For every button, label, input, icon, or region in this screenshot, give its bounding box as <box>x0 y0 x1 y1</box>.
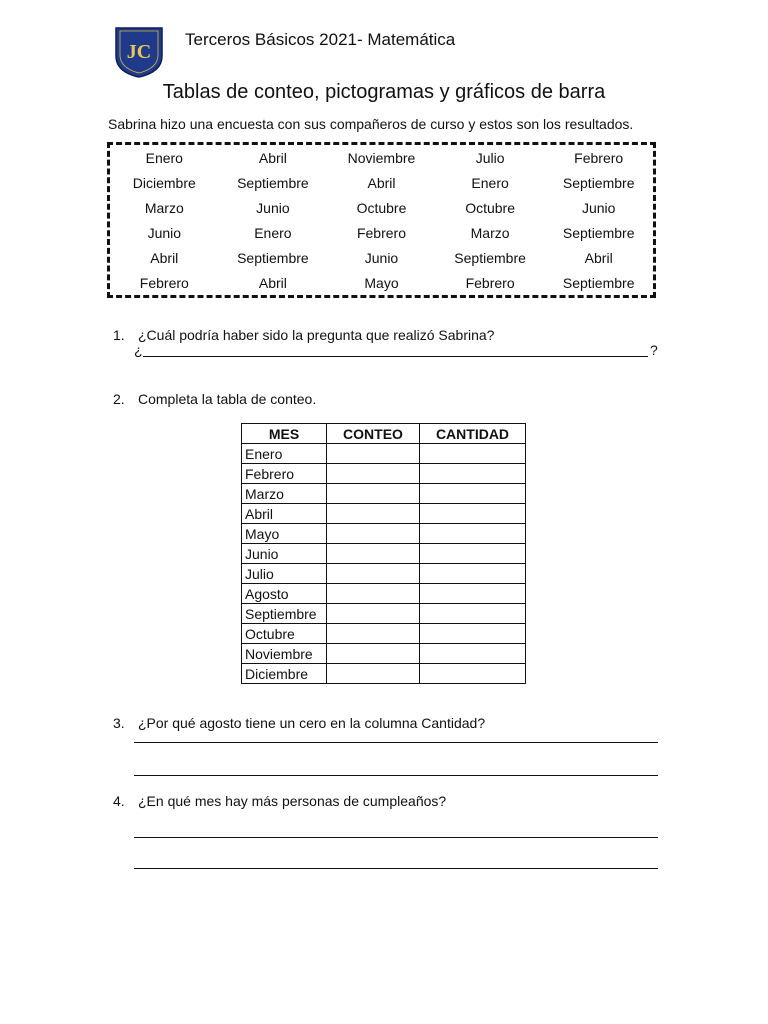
survey-cell: Abril <box>367 174 396 191</box>
question-3-number: 3. <box>113 715 125 731</box>
question-1-text: ¿Cuál podría haber sido la pregunta que realizó Sabrina? <box>138 327 495 343</box>
tally-conteo-cell[interactable] <box>327 484 420 504</box>
question-1-number: 1. <box>113 327 125 343</box>
tally-cantidad-cell[interactable] <box>420 604 526 624</box>
tally-header-conteo: CONTEO <box>327 424 420 444</box>
question-2-number: 2. <box>113 391 125 407</box>
survey-cell: Enero <box>145 149 183 166</box>
survey-cell: Enero <box>254 224 292 241</box>
tally-row <box>242 464 526 484</box>
survey-cell: Abril <box>258 274 287 291</box>
question-3-answer-line-2[interactable] <box>134 775 658 776</box>
tally-row <box>242 524 526 544</box>
question-3-text: ¿Por qué agosto tiene un cero en la columna Cantidad? <box>138 715 486 731</box>
tally-conteo-cell[interactable] <box>327 504 420 524</box>
logo-initials: JC <box>126 41 152 63</box>
tally-conteo-cell[interactable] <box>327 524 420 544</box>
question-1-open-mark: ¿ <box>134 342 143 358</box>
tally-cantidad-cell[interactable] <box>420 664 526 684</box>
tally-row <box>242 664 526 684</box>
tally-month-cell: Mayo <box>242 524 327 544</box>
tally-cantidad-cell[interactable] <box>420 644 526 664</box>
survey-cell: Octubre <box>356 199 407 216</box>
survey-cell: Junio <box>256 199 290 216</box>
survey-cell: Febrero <box>356 224 406 241</box>
tally-month-cell: Septiembre <box>242 604 327 624</box>
tally-conteo-cell[interactable] <box>327 644 420 664</box>
question-1-answer-line[interactable] <box>143 356 648 357</box>
survey-cell: Junio <box>147 224 182 241</box>
tally-month-cell: Noviembre <box>242 644 327 664</box>
intro-text: Sabrina hizo una encuesta con sus compañeros de curso y estos son los resultados. <box>108 116 634 132</box>
survey-cell: Marzo <box>470 224 510 241</box>
question-4-text: ¿En qué mes hay más personas de cumpleaños? <box>138 793 447 809</box>
question-3-answer-line-1[interactable] <box>134 742 658 743</box>
tally-row <box>242 584 526 604</box>
tally-table <box>241 423 526 684</box>
tally-conteo-cell[interactable] <box>327 464 420 484</box>
tally-cantidad-cell[interactable] <box>420 444 526 464</box>
tally-row <box>242 484 526 504</box>
survey-cell: Septiembre <box>237 249 309 266</box>
tally-month-cell: Abril <box>242 504 327 524</box>
survey-results-box <box>107 142 656 298</box>
tally-month-cell: Diciembre <box>242 664 327 684</box>
survey-cell: Febrero <box>139 274 189 291</box>
survey-cell: Abril <box>150 249 179 266</box>
survey-cell: Febrero <box>574 149 624 166</box>
survey-cell: Septiembre <box>562 274 635 291</box>
tally-conteo-cell[interactable] <box>327 664 420 684</box>
tally-row <box>242 604 526 624</box>
tally-cantidad-cell[interactable] <box>420 504 526 524</box>
survey-cell: Marzo <box>144 199 184 216</box>
tally-cantidad-cell[interactable] <box>420 464 526 484</box>
tally-month-cell: Octubre <box>242 624 327 644</box>
tally-row <box>242 504 526 524</box>
tally-cantidad-cell[interactable] <box>420 524 526 544</box>
question-1-close-mark: ? <box>650 342 658 358</box>
tally-header-mes: MES <box>242 424 327 444</box>
survey-cell: Septiembre <box>562 174 635 191</box>
tally-row <box>242 444 526 464</box>
survey-cell: Junio <box>364 249 399 266</box>
tally-month-cell: Julio <box>242 564 327 584</box>
question-4-number: 4. <box>113 793 125 809</box>
tally-cantidad-cell[interactable] <box>420 624 526 644</box>
survey-cell: Febrero <box>465 274 515 291</box>
header-subtitle: Terceros Básicos 2021- Matemática <box>185 30 456 49</box>
tally-month-cell: Agosto <box>242 584 327 604</box>
tally-conteo-cell[interactable] <box>327 604 420 624</box>
survey-cell: Mayo <box>364 274 399 291</box>
tally-month-cell: Marzo <box>242 484 327 504</box>
tally-row <box>242 544 526 564</box>
tally-cantidad-cell[interactable] <box>420 544 526 564</box>
tally-conteo-cell[interactable] <box>327 444 420 464</box>
tally-month-cell: Junio <box>242 544 327 564</box>
survey-cell: Enero <box>471 174 509 191</box>
survey-grid <box>110 145 653 295</box>
survey-cell: Abril <box>584 249 613 266</box>
survey-cell: Julio <box>475 149 505 166</box>
survey-cell: Septiembre <box>562 224 635 241</box>
school-logo <box>112 26 166 78</box>
tally-row <box>242 564 526 584</box>
tally-month-cell: Febrero <box>242 464 327 484</box>
tally-conteo-cell[interactable] <box>327 624 420 644</box>
survey-cell: Septiembre <box>454 249 526 266</box>
question-2-text: Completa la tabla de conteo. <box>138 391 317 407</box>
tally-conteo-cell[interactable] <box>327 584 420 604</box>
page-title: Tablas de conteo, pictogramas y gráficos de barra <box>162 81 606 103</box>
tally-row <box>242 624 526 644</box>
question-4-answer-line-1[interactable] <box>134 837 658 838</box>
survey-cell: Abril <box>258 149 287 166</box>
survey-cell: Noviembre <box>347 149 416 166</box>
tally-cantidad-cell[interactable] <box>420 564 526 584</box>
tally-cantidad-cell[interactable] <box>420 584 526 604</box>
survey-cell: Junio <box>581 199 616 216</box>
tally-header-cantidad: CANTIDAD <box>420 424 526 444</box>
survey-cell: Diciembre <box>132 174 196 191</box>
tally-conteo-cell[interactable] <box>327 544 420 564</box>
tally-cantidad-cell[interactable] <box>420 484 526 504</box>
tally-conteo-cell[interactable] <box>327 564 420 584</box>
survey-cell: Octubre <box>465 199 515 216</box>
question-4-answer-line-2[interactable] <box>134 868 658 869</box>
survey-cell: Septiembre <box>237 174 309 191</box>
tally-row <box>242 644 526 664</box>
tally-month-cell: Enero <box>242 444 327 464</box>
